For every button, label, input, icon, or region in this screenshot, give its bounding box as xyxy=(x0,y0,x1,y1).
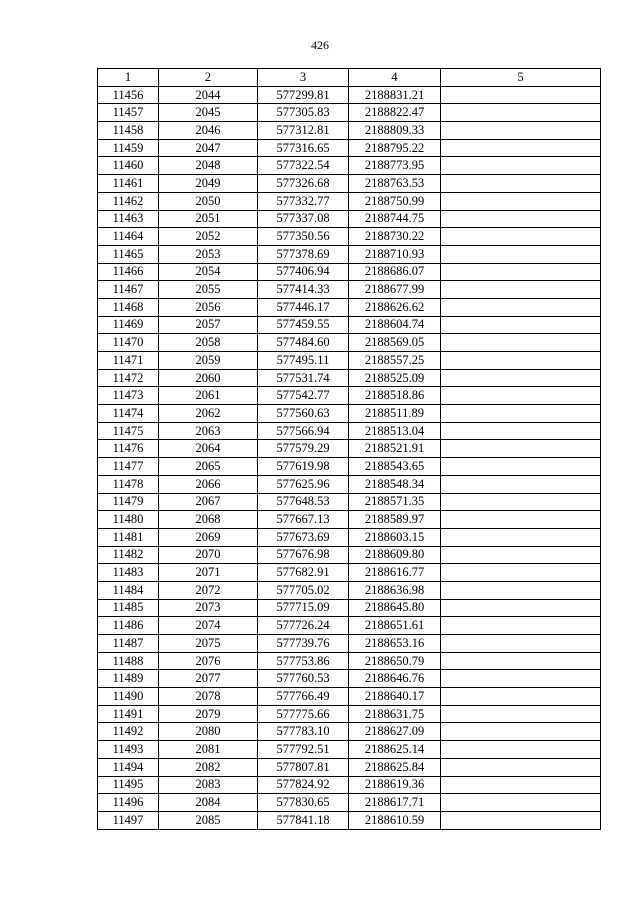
y-coordinate-cell: 2188511.89 xyxy=(349,405,441,423)
table-row xyxy=(98,405,601,423)
note-cell xyxy=(441,546,601,564)
note-cell xyxy=(441,86,601,104)
table-row xyxy=(98,617,601,635)
note-cell xyxy=(441,794,601,812)
x-coordinate-cell: 577648.53 xyxy=(258,493,349,511)
y-coordinate-cell: 2188616.77 xyxy=(349,564,441,582)
column-header-4: 4 xyxy=(349,69,441,87)
row-number-cell: 11483 xyxy=(98,564,159,582)
y-coordinate-cell: 2188557.25 xyxy=(349,352,441,370)
x-coordinate-cell: 577531.74 xyxy=(258,369,349,387)
y-coordinate-cell: 2188569.05 xyxy=(349,334,441,352)
row-number-cell: 11481 xyxy=(98,528,159,546)
note-cell xyxy=(441,334,601,352)
table-row xyxy=(98,210,601,228)
y-coordinate-cell: 2188518.86 xyxy=(349,387,441,405)
note-cell xyxy=(441,440,601,458)
row-number-cell: 11484 xyxy=(98,581,159,599)
point-number-cell: 2080 xyxy=(159,723,258,741)
y-coordinate-cell: 2188646.76 xyxy=(349,670,441,688)
column-header-5: 5 xyxy=(441,69,601,87)
note-cell xyxy=(441,493,601,511)
row-number-cell: 11468 xyxy=(98,298,159,316)
row-number-cell: 11474 xyxy=(98,405,159,423)
row-number-cell: 11473 xyxy=(98,387,159,405)
row-number-cell: 11477 xyxy=(98,458,159,476)
table-row xyxy=(98,298,601,316)
row-number-cell: 11487 xyxy=(98,635,159,653)
x-coordinate-cell: 577312.81 xyxy=(258,122,349,140)
table-row xyxy=(98,175,601,193)
note-cell xyxy=(441,157,601,175)
y-coordinate-cell: 2188626.62 xyxy=(349,298,441,316)
y-coordinate-cell: 2188636.98 xyxy=(349,581,441,599)
point-number-cell: 2075 xyxy=(159,635,258,653)
x-coordinate-cell: 577667.13 xyxy=(258,511,349,529)
note-cell xyxy=(441,511,601,529)
x-coordinate-cell: 577316.65 xyxy=(258,139,349,157)
row-number-cell: 11461 xyxy=(98,175,159,193)
row-number-cell: 11492 xyxy=(98,723,159,741)
row-number-cell: 11459 xyxy=(98,139,159,157)
x-coordinate-cell: 577484.60 xyxy=(258,334,349,352)
table-row xyxy=(98,528,601,546)
note-cell xyxy=(441,192,601,210)
note-cell xyxy=(441,281,601,299)
x-coordinate-cell: 577753.86 xyxy=(258,652,349,670)
point-number-cell: 2053 xyxy=(159,245,258,263)
table-row xyxy=(98,387,601,405)
x-coordinate-cell: 577299.81 xyxy=(258,86,349,104)
note-cell xyxy=(441,422,601,440)
row-number-cell: 11494 xyxy=(98,758,159,776)
note-cell xyxy=(441,139,601,157)
point-number-cell: 2070 xyxy=(159,546,258,564)
y-coordinate-cell: 2188809.33 xyxy=(349,122,441,140)
point-number-cell: 2055 xyxy=(159,281,258,299)
point-number-cell: 2081 xyxy=(159,741,258,759)
row-number-cell: 11457 xyxy=(98,104,159,122)
note-cell xyxy=(441,475,601,493)
y-coordinate-cell: 2188677.99 xyxy=(349,281,441,299)
row-number-cell: 11462 xyxy=(98,192,159,210)
x-coordinate-cell: 577824.92 xyxy=(258,776,349,794)
row-number-cell: 11490 xyxy=(98,688,159,706)
table-row xyxy=(98,104,601,122)
x-coordinate-cell: 577715.09 xyxy=(258,599,349,617)
x-coordinate-cell: 577807.81 xyxy=(258,758,349,776)
table-row xyxy=(98,422,601,440)
x-coordinate-cell: 577579.29 xyxy=(258,440,349,458)
row-number-cell: 11472 xyxy=(98,369,159,387)
note-cell xyxy=(441,122,601,140)
table-row xyxy=(98,670,601,688)
table-row xyxy=(98,458,601,476)
y-coordinate-cell: 2188610.59 xyxy=(349,811,441,829)
table-row xyxy=(98,581,601,599)
y-coordinate-cell: 2188822.47 xyxy=(349,104,441,122)
row-number-cell: 11489 xyxy=(98,670,159,688)
y-coordinate-cell: 2188513.04 xyxy=(349,422,441,440)
y-coordinate-cell: 2188651.61 xyxy=(349,617,441,635)
row-number-cell: 11480 xyxy=(98,511,159,529)
point-number-cell: 2062 xyxy=(159,405,258,423)
point-number-cell: 2067 xyxy=(159,493,258,511)
point-number-cell: 2058 xyxy=(159,334,258,352)
page-number: 426 xyxy=(311,38,329,52)
note-cell xyxy=(441,776,601,794)
row-number-cell: 11493 xyxy=(98,741,159,759)
note-cell xyxy=(441,741,601,759)
row-number-cell: 11458 xyxy=(98,122,159,140)
point-number-cell: 2057 xyxy=(159,316,258,334)
point-number-cell: 2046 xyxy=(159,122,258,140)
y-coordinate-cell: 2188763.53 xyxy=(349,175,441,193)
x-coordinate-cell: 577726.24 xyxy=(258,617,349,635)
row-number-cell: 11475 xyxy=(98,422,159,440)
x-coordinate-cell: 577673.69 xyxy=(258,528,349,546)
point-number-cell: 2078 xyxy=(159,688,258,706)
point-number-cell: 2071 xyxy=(159,564,258,582)
table-row xyxy=(98,546,601,564)
note-cell xyxy=(441,458,601,476)
row-number-cell: 11466 xyxy=(98,263,159,281)
y-coordinate-cell: 2188750.99 xyxy=(349,192,441,210)
x-coordinate-cell: 577495.11 xyxy=(258,352,349,370)
x-coordinate-cell: 577830.65 xyxy=(258,794,349,812)
table-row xyxy=(98,723,601,741)
note-cell xyxy=(441,104,601,122)
point-number-cell: 2082 xyxy=(159,758,258,776)
x-coordinate-cell: 577322.54 xyxy=(258,157,349,175)
y-coordinate-cell: 2188609.80 xyxy=(349,546,441,564)
row-number-cell: 11478 xyxy=(98,475,159,493)
table-row xyxy=(98,122,601,140)
y-coordinate-cell: 2188730.22 xyxy=(349,228,441,246)
y-coordinate-cell: 2188617.71 xyxy=(349,794,441,812)
table-row xyxy=(98,599,601,617)
point-number-cell: 2060 xyxy=(159,369,258,387)
note-cell xyxy=(441,387,601,405)
note-cell xyxy=(441,245,601,263)
y-coordinate-cell: 2188831.21 xyxy=(349,86,441,104)
point-number-cell: 2056 xyxy=(159,298,258,316)
x-coordinate-cell: 577783.10 xyxy=(258,723,349,741)
point-number-cell: 2072 xyxy=(159,581,258,599)
row-number-cell: 11488 xyxy=(98,652,159,670)
note-cell xyxy=(441,564,601,582)
y-coordinate-cell: 2188525.09 xyxy=(349,369,441,387)
row-number-cell: 11491 xyxy=(98,705,159,723)
x-coordinate-cell: 577676.98 xyxy=(258,546,349,564)
table-row xyxy=(98,688,601,706)
table-row xyxy=(98,758,601,776)
column-header-1: 1 xyxy=(98,69,159,87)
note-cell xyxy=(441,670,601,688)
x-coordinate-cell: 577760.53 xyxy=(258,670,349,688)
table-row xyxy=(98,263,601,281)
table-row xyxy=(98,245,601,263)
point-number-cell: 2073 xyxy=(159,599,258,617)
row-number-cell: 11460 xyxy=(98,157,159,175)
y-coordinate-cell: 2188650.79 xyxy=(349,652,441,670)
x-coordinate-cell: 577414.33 xyxy=(258,281,349,299)
x-coordinate-cell: 577350.56 xyxy=(258,228,349,246)
point-number-cell: 2051 xyxy=(159,210,258,228)
table-row xyxy=(98,228,601,246)
point-number-cell: 2061 xyxy=(159,387,258,405)
y-coordinate-cell: 2188744.75 xyxy=(349,210,441,228)
row-number-cell: 11486 xyxy=(98,617,159,635)
point-number-cell: 2077 xyxy=(159,670,258,688)
row-number-cell: 11476 xyxy=(98,440,159,458)
note-cell xyxy=(441,228,601,246)
x-coordinate-cell: 577326.68 xyxy=(258,175,349,193)
x-coordinate-cell: 577337.08 xyxy=(258,210,349,228)
y-coordinate-cell: 2188548.34 xyxy=(349,475,441,493)
y-coordinate-cell: 2188773.95 xyxy=(349,157,441,175)
point-number-cell: 2069 xyxy=(159,528,258,546)
x-coordinate-cell: 577406.94 xyxy=(258,263,349,281)
y-coordinate-cell: 2188645.80 xyxy=(349,599,441,617)
x-coordinate-cell: 577542.77 xyxy=(258,387,349,405)
table-row xyxy=(98,192,601,210)
point-number-cell: 2085 xyxy=(159,811,258,829)
y-coordinate-cell: 2188571.35 xyxy=(349,493,441,511)
point-number-cell: 2048 xyxy=(159,157,258,175)
x-coordinate-cell: 577766.49 xyxy=(258,688,349,706)
x-coordinate-cell: 577739.76 xyxy=(258,635,349,653)
note-cell xyxy=(441,599,601,617)
point-number-cell: 2050 xyxy=(159,192,258,210)
row-number-cell: 11479 xyxy=(98,493,159,511)
table-row xyxy=(98,564,601,582)
row-number-cell: 11495 xyxy=(98,776,159,794)
row-number-cell: 11485 xyxy=(98,599,159,617)
x-coordinate-cell: 577705.02 xyxy=(258,581,349,599)
y-coordinate-cell: 2188521.91 xyxy=(349,440,441,458)
point-number-cell: 2076 xyxy=(159,652,258,670)
table-row xyxy=(98,741,601,759)
note-cell xyxy=(441,298,601,316)
x-coordinate-cell: 577446.17 xyxy=(258,298,349,316)
x-coordinate-cell: 577560.63 xyxy=(258,405,349,423)
point-number-cell: 2059 xyxy=(159,352,258,370)
coordinates-table xyxy=(97,68,601,830)
table-row xyxy=(98,652,601,670)
x-coordinate-cell: 577619.98 xyxy=(258,458,349,476)
row-number-cell: 11496 xyxy=(98,794,159,812)
table-body xyxy=(98,86,601,829)
y-coordinate-cell: 2188625.84 xyxy=(349,758,441,776)
note-cell xyxy=(441,352,601,370)
note-cell xyxy=(441,316,601,334)
point-number-cell: 2049 xyxy=(159,175,258,193)
y-coordinate-cell: 2188619.36 xyxy=(349,776,441,794)
row-number-cell: 11469 xyxy=(98,316,159,334)
row-number-cell: 11467 xyxy=(98,281,159,299)
row-number-cell: 11464 xyxy=(98,228,159,246)
y-coordinate-cell: 2188589.97 xyxy=(349,511,441,529)
table-row xyxy=(98,776,601,794)
note-cell xyxy=(441,528,601,546)
x-coordinate-cell: 577305.83 xyxy=(258,104,349,122)
note-cell xyxy=(441,175,601,193)
y-coordinate-cell: 2188653.16 xyxy=(349,635,441,653)
x-coordinate-cell: 577459.55 xyxy=(258,316,349,334)
point-number-cell: 2064 xyxy=(159,440,258,458)
note-cell xyxy=(441,405,601,423)
note-cell xyxy=(441,210,601,228)
x-coordinate-cell: 577792.51 xyxy=(258,741,349,759)
table-row xyxy=(98,440,601,458)
x-coordinate-cell: 577332.77 xyxy=(258,192,349,210)
table-row xyxy=(98,369,601,387)
point-number-cell: 2047 xyxy=(159,139,258,157)
y-coordinate-cell: 2188710.93 xyxy=(349,245,441,263)
table-row xyxy=(98,334,601,352)
note-cell xyxy=(441,369,601,387)
x-coordinate-cell: 577775.66 xyxy=(258,705,349,723)
note-cell xyxy=(441,652,601,670)
note-cell xyxy=(441,263,601,281)
column-header-3: 3 xyxy=(258,69,349,87)
note-cell xyxy=(441,811,601,829)
x-coordinate-cell: 577378.69 xyxy=(258,245,349,263)
table-row xyxy=(98,705,601,723)
y-coordinate-cell: 2188640.17 xyxy=(349,688,441,706)
row-number-cell: 11470 xyxy=(98,334,159,352)
table-row xyxy=(98,139,601,157)
table-row xyxy=(98,157,601,175)
y-coordinate-cell: 2188631.75 xyxy=(349,705,441,723)
point-number-cell: 2079 xyxy=(159,705,258,723)
point-number-cell: 2074 xyxy=(159,617,258,635)
column-header-2: 2 xyxy=(159,69,258,87)
row-number-cell: 11463 xyxy=(98,210,159,228)
note-cell xyxy=(441,688,601,706)
row-number-cell: 11497 xyxy=(98,811,159,829)
x-coordinate-cell: 577566.94 xyxy=(258,422,349,440)
note-cell xyxy=(441,723,601,741)
table-row xyxy=(98,635,601,653)
point-number-cell: 2066 xyxy=(159,475,258,493)
y-coordinate-cell: 2188543.65 xyxy=(349,458,441,476)
point-number-cell: 2068 xyxy=(159,511,258,529)
table-row xyxy=(98,511,601,529)
row-number-cell: 11482 xyxy=(98,546,159,564)
x-coordinate-cell: 577682.91 xyxy=(258,564,349,582)
table-header-row xyxy=(98,69,601,87)
point-number-cell: 2084 xyxy=(159,794,258,812)
y-coordinate-cell: 2188627.09 xyxy=(349,723,441,741)
y-coordinate-cell: 2188603.15 xyxy=(349,528,441,546)
table-row xyxy=(98,794,601,812)
y-coordinate-cell: 2188795.22 xyxy=(349,139,441,157)
table-row xyxy=(98,811,601,829)
note-cell xyxy=(441,581,601,599)
table-row xyxy=(98,475,601,493)
point-number-cell: 2083 xyxy=(159,776,258,794)
y-coordinate-cell: 2188604.74 xyxy=(349,316,441,334)
y-coordinate-cell: 2188625.14 xyxy=(349,741,441,759)
note-cell xyxy=(441,635,601,653)
note-cell xyxy=(441,617,601,635)
note-cell xyxy=(441,705,601,723)
x-coordinate-cell: 577625.96 xyxy=(258,475,349,493)
x-coordinate-cell: 577841.18 xyxy=(258,811,349,829)
row-number-cell: 11471 xyxy=(98,352,159,370)
point-number-cell: 2065 xyxy=(159,458,258,476)
table-row xyxy=(98,352,601,370)
point-number-cell: 2052 xyxy=(159,228,258,246)
table-row xyxy=(98,281,601,299)
point-number-cell: 2054 xyxy=(159,263,258,281)
row-number-cell: 11465 xyxy=(98,245,159,263)
table-row xyxy=(98,316,601,334)
row-number-cell: 11456 xyxy=(98,86,159,104)
point-number-cell: 2044 xyxy=(159,86,258,104)
table-row xyxy=(98,86,601,104)
point-number-cell: 2063 xyxy=(159,422,258,440)
table-row xyxy=(98,493,601,511)
note-cell xyxy=(441,758,601,776)
y-coordinate-cell: 2188686.07 xyxy=(349,263,441,281)
point-number-cell: 2045 xyxy=(159,104,258,122)
